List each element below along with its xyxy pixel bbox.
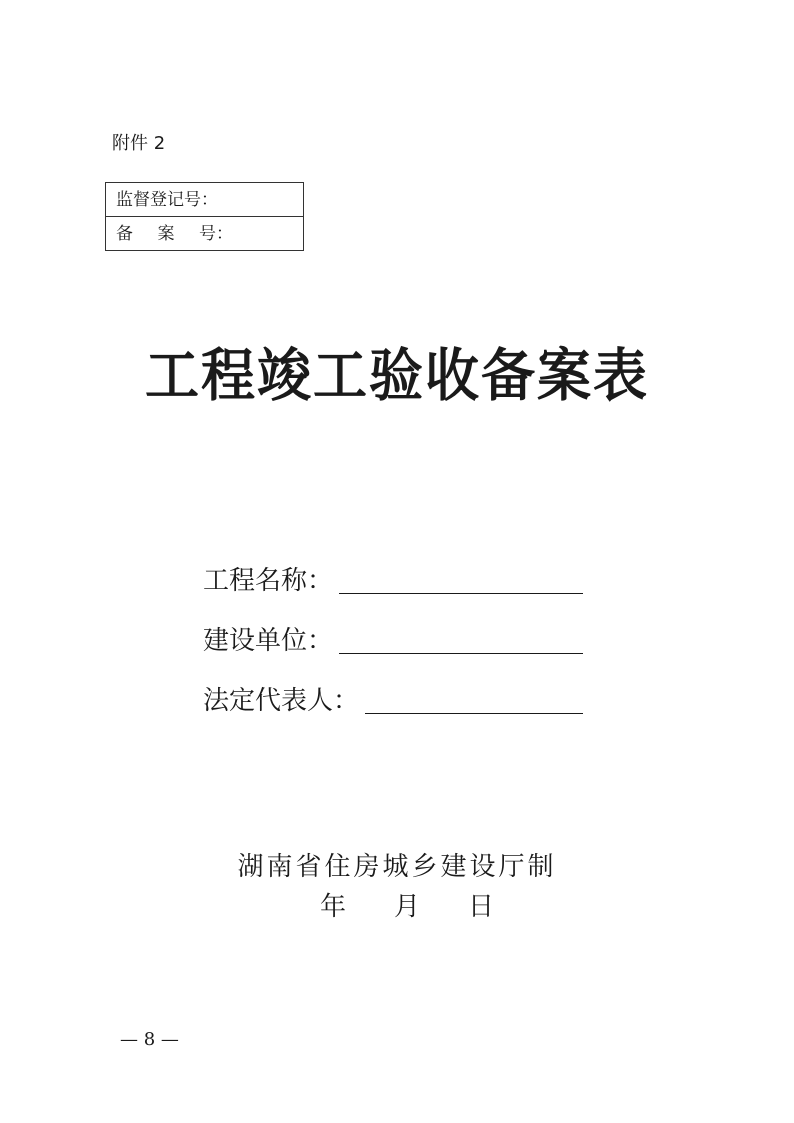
record-char-1: 备: [116, 224, 143, 244]
date-year: 年: [320, 892, 347, 922]
issuer-line: 湖南省住房城乡建设厅制: [237, 852, 557, 882]
page-number: — 8 —: [120, 1029, 179, 1050]
project-name-label: 工程名称：: [203, 566, 334, 596]
supervision-registration-row: [106, 183, 303, 216]
record-number-row: [106, 216, 303, 250]
record-colon: ：: [216, 224, 233, 244]
date-day: 日: [468, 892, 495, 922]
legal-representative-field: [203, 678, 583, 718]
construction-unit-field: [203, 618, 583, 658]
legal-representative-blank[interactable]: [365, 683, 583, 714]
date-line: [320, 890, 500, 924]
date-month: 月: [394, 892, 421, 922]
registration-box: [105, 182, 304, 251]
project-name-blank[interactable]: [339, 563, 583, 594]
construction-unit-label: 建设单位：: [203, 626, 334, 656]
legal-representative-label: 法定代表人：: [203, 686, 360, 716]
project-name-field: [203, 558, 583, 598]
document-title: 工程竣工验收备案表: [145, 341, 649, 409]
attachment-label: 附件 2: [112, 133, 166, 154]
supervision-registration-label: 监督登记号：: [116, 190, 218, 210]
record-number-label: [116, 217, 216, 251]
construction-unit-blank[interactable]: [339, 623, 583, 654]
record-char-3: 号: [199, 224, 216, 244]
record-char-2: 案: [157, 224, 185, 244]
